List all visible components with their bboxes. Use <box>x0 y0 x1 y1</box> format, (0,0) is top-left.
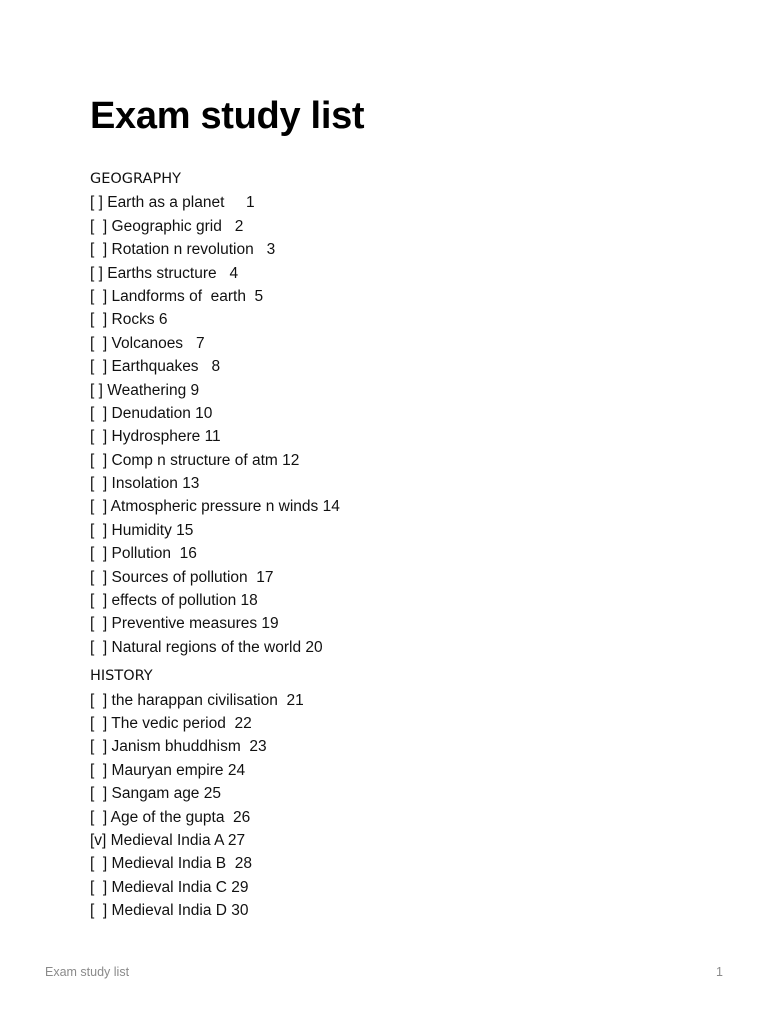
page-title: Exam study list <box>90 95 365 137</box>
list-item: [ ] Sources of pollution 17 <box>90 568 274 586</box>
list-item: [ ] Rocks 6 <box>90 311 168 329</box>
footer-title: Exam study list <box>45 965 130 979</box>
list-item: [ ] Weathering 9 <box>90 381 200 399</box>
section-geography <box>90 168 710 659</box>
list-item: [ ] Humidity 15 <box>90 521 194 539</box>
list-item: [ ] Earth as a planet 1 <box>90 194 255 212</box>
list-item: [ ] Janism bhuddhism 23 <box>90 738 267 756</box>
list-item: [ ] Medieval India B 28 <box>90 855 252 873</box>
page-number: 1 <box>716 965 723 979</box>
list-item: [ ] Rotation n revolution 3 <box>90 241 276 259</box>
list-item: [ ] Mauryan empire 24 <box>90 761 246 779</box>
list-item: [ ] Natural regions of the world 20 <box>90 638 323 656</box>
item-list <box>90 689 710 923</box>
list-item: [v] Medieval India A 27 <box>90 831 246 849</box>
list-item: [ ] Preventive measures 19 <box>90 615 279 633</box>
section-heading: GEOGRAPHY <box>90 171 181 187</box>
list-item: [ ] effects of pollution 18 <box>90 592 258 610</box>
list-item: [ ] the harappan civilisation 21 <box>90 691 304 709</box>
list-item: [ ] Medieval India D 30 <box>90 902 249 920</box>
list-item: [ ] Landforms of earth 5 <box>90 287 264 305</box>
list-item: [ ] Volcanoes 7 <box>90 334 205 352</box>
section-history <box>90 665 710 922</box>
list-item: [ ] Earths structure 4 <box>90 264 239 282</box>
item-list <box>90 191 710 659</box>
list-item: [ ] Geographic grid 2 <box>90 217 244 235</box>
section-heading: HISTORY <box>90 668 153 685</box>
list-item: [ ] Sangam age 25 <box>90 785 221 803</box>
list-item: [ ] Pollution 16 <box>90 545 197 563</box>
list-item: [ ] Hydrosphere 11 <box>90 428 221 446</box>
study-list <box>90 168 710 929</box>
list-item: [ ] Atmospheric pressure n winds 14 <box>90 498 340 516</box>
list-item: [ ] Denudation 10 <box>90 404 213 422</box>
list-item: [ ] Insolation 13 <box>90 475 200 493</box>
list-item: [ ] Medieval India C 29 <box>90 878 249 896</box>
list-item: [ ] Earthquakes 8 <box>90 358 221 376</box>
list-item: [ ] Age of the gupta 26 <box>90 808 251 826</box>
list-item: [ ] The vedic period 22 <box>90 714 252 732</box>
list-item: [ ] Comp n structure of atm 12 <box>90 451 300 469</box>
